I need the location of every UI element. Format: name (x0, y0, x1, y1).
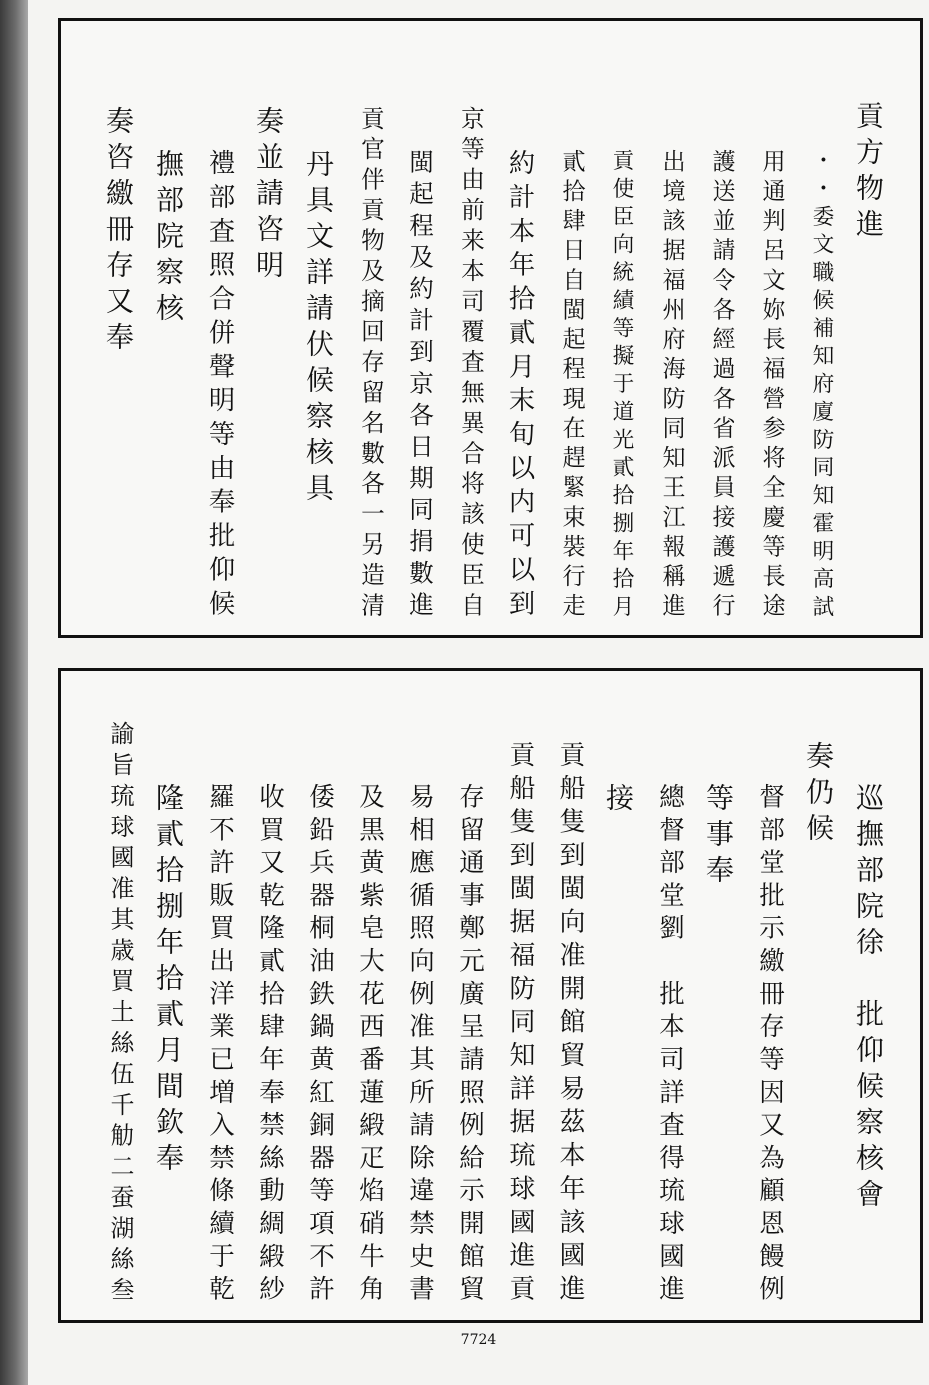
text-column: 巡撫部院徐 批仰候察核會 (852, 783, 885, 1215)
text-column: 奏並請咨明 (252, 106, 285, 286)
book-binding-shadow (0, 0, 28, 1385)
text-column: 隆貳拾捌年拾貳月間欽奉 (152, 783, 185, 1179)
text-column: 倭鉛兵器桐油鉄鍋黄紅銅器等項不許 (305, 783, 335, 1308)
text-column: 京等由前来本司覆査無異合将該使臣自 (457, 106, 485, 623)
text-column: 督部堂批示繳冊存等因又為顧恩饅例 (755, 783, 785, 1308)
document-page (28, 0, 929, 1385)
top-text-panel (58, 18, 923, 638)
text-column: 禮部査照合併聲明等由奉批仰候 (204, 149, 234, 623)
text-column: 丹具文詳請伏候察核具 (302, 149, 335, 509)
text-column: 羅不許販買出洋業已増入禁條續于乾 (205, 783, 235, 1308)
text-column: 貢官伴貢物及摘回存留名數各一另造清 (357, 106, 385, 623)
text-column: 用通判呂文妳長福營参将全慶等長途 (758, 149, 784, 623)
text-column: 貳拾肆日自閩起程現在趕緊束裝行走 (558, 149, 584, 623)
text-column: 貢船隻到閩据福防同知詳据琉球國進貢 (505, 741, 535, 1308)
text-column: 等事奉 (702, 783, 735, 891)
page-number: 7724 (460, 1332, 497, 1348)
text-column: 接 (602, 783, 635, 819)
text-column: 約計本年拾貳月末旬以内可以到 (504, 149, 534, 623)
text-column: 撫部院察核 (152, 149, 185, 329)
text-column: 奏咨繳冊存又奉 (102, 106, 135, 358)
text-column: 貢船隻到閩向准開館貿易茲本年該國進 (555, 741, 585, 1308)
text-column: 奏仍候 (802, 741, 835, 849)
text-column: 貢方物進 (852, 101, 885, 245)
text-column: 諭旨琉球國准其歳買土絲伍千觔二蚕湖絲叁 (106, 721, 134, 1308)
text-column: 出境該据福州府海防同知王江報稱進 (658, 149, 684, 623)
text-column: 總督部堂劉 批本司詳査得琉球國進 (655, 783, 685, 1308)
text-column: 收買又乾隆貳拾肆年奉禁絲動綢緞紗 (255, 783, 285, 1308)
text-column: 閩起程及約計到京各日期同捐數進 (406, 149, 435, 623)
text-column: 貢使臣向統績等擬于道光貳拾捌年拾月 (609, 149, 634, 623)
bottom-text-panel (58, 668, 923, 1323)
text-column: ・・委文職候補知府廈防同知霍明高試 (809, 149, 834, 623)
text-column: 護送並請令各經過各省派員接護遞行 (708, 149, 734, 623)
text-column: 存留通事鄭元廣呈請照例給示開館貿 (455, 783, 485, 1308)
text-column: 及黒黄紫皂大花西番蓮緞疋焰硝牛角 (355, 783, 385, 1308)
text-column: 易相應循照向例准其所請除違禁史書 (405, 783, 435, 1308)
